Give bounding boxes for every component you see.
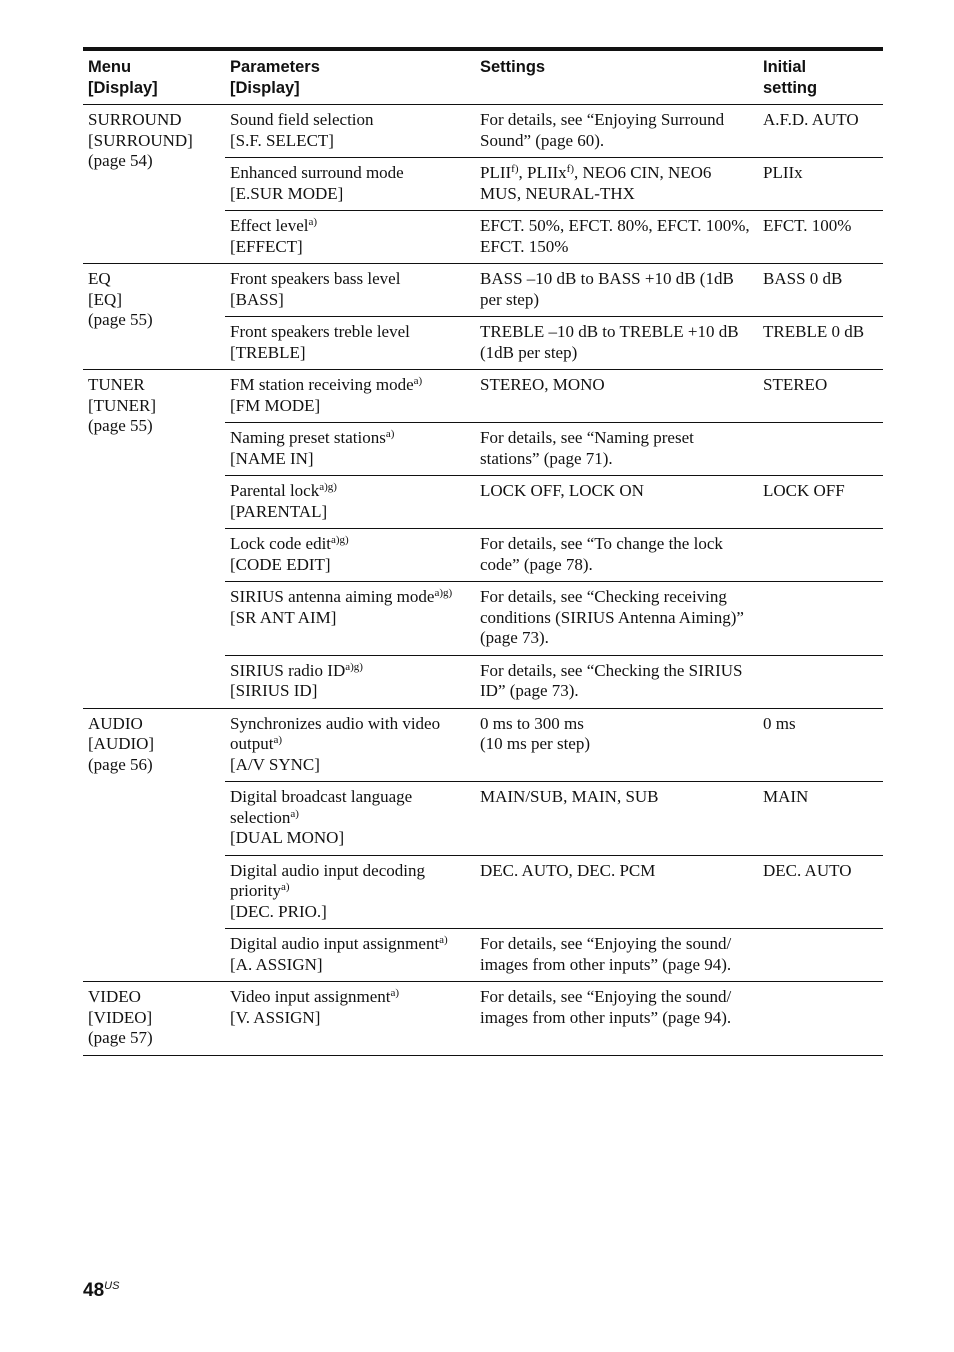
footnote-ref: a) (385, 428, 395, 440)
footnote-ref: a) (290, 807, 299, 820)
parameter-display: [A. ASSIGN] (230, 954, 323, 974)
parameter-cell (225, 264, 475, 317)
table-header-row (83, 49, 883, 105)
parameter-name (230, 661, 470, 682)
initial-setting-cell: TREBLE 0 dB (758, 317, 883, 370)
parameter-name (230, 428, 470, 449)
table-row (83, 708, 883, 782)
parameter-cell (225, 982, 475, 1056)
initial-setting-cell: BASS 0 dB (758, 264, 883, 317)
parameter-text: priority (230, 881, 281, 900)
parameter-cell (225, 105, 475, 158)
parameter-name (230, 587, 470, 608)
parameter-display: [V. ASSIGN] (230, 1007, 321, 1027)
footnote-ref: a)g) (319, 481, 337, 493)
settings-menu-table (83, 47, 883, 1056)
parameter-text: selection (230, 807, 291, 827)
parameter-display: [PARENTAL] (230, 501, 328, 521)
initial-setting-cell: STEREO (758, 370, 883, 423)
settings-cell (475, 158, 758, 211)
parameter-name (230, 987, 470, 1008)
parameter-cell (225, 708, 475, 782)
parameter-text: Naming preset stations (230, 428, 386, 447)
footnote-ref: a)g) (345, 660, 363, 673)
parameter-display: [E.SUR MODE] (230, 183, 344, 203)
initial-setting-cell: LOCK OFF (758, 476, 883, 529)
parameter-text: Digital audio input decoding (230, 860, 425, 880)
parameter-display: [S.F. SELECT] (230, 130, 334, 150)
parameter-name (230, 734, 470, 755)
initial-setting-cell (758, 982, 883, 1056)
initial-setting-cell: A.F.D. AUTO (758, 105, 883, 158)
parameter-display: [TREBLE] (230, 342, 306, 362)
parameter-name (230, 481, 470, 502)
header-menu: Menu [Display] (83, 49, 225, 105)
menu-cell: AUDIO [AUDIO] (page 56) (83, 708, 225, 982)
parameter-name (230, 110, 470, 131)
parameter-text: Digital audio input assignment (230, 934, 440, 953)
page-number (83, 1280, 119, 1302)
initial-setting-cell (758, 423, 883, 476)
parameter-display: [FM MODE] (230, 395, 321, 415)
parameter-text: output (230, 734, 274, 753)
initial-setting-cell (758, 529, 883, 582)
parameter-name (230, 216, 470, 237)
parameter-cell (225, 529, 475, 582)
menu-cell: SURROUND [SURROUND] (page 54) (83, 105, 225, 264)
parameter-cell (225, 317, 475, 370)
settings-cell: MAIN/SUB, MAIN, SUB (475, 782, 758, 856)
menu-cell: TUNER [TUNER] (page 55) (83, 370, 225, 709)
parameter-cell (225, 655, 475, 708)
settings-cell (475, 708, 758, 782)
settings-text: , NEO6 CIN, NEO6 MUS, NEURAL-THX (480, 163, 712, 203)
settings-cell: For details, see “Checking the SIRIUS ID” (page 73). (475, 655, 758, 708)
footnote-ref: a)g) (434, 587, 453, 599)
initial-setting-cell: 0 ms (758, 708, 883, 782)
parameter-name (230, 808, 470, 829)
parameter-cell (225, 158, 475, 211)
parameter-text: Lock code edit (230, 534, 332, 553)
initial-setting-cell: MAIN (758, 782, 883, 856)
menu-cell: VIDEO [VIDEO] (page 57) (83, 982, 225, 1056)
settings-cell: For details, see “Enjoying the sound/ images from other inputs” (page 94). (475, 929, 758, 982)
parameter-text: Parental lock (230, 481, 320, 500)
parameter-display: [DEC. PRIO.] (230, 901, 327, 921)
parameter-cell (225, 423, 475, 476)
parameter-cell (225, 370, 475, 423)
parameter-text: Front speakers treble level (230, 322, 410, 341)
settings-text: 0 ms to 300 ms (480, 713, 584, 733)
parameter-name (230, 375, 470, 396)
parameter-text: Video input assignment (230, 987, 391, 1006)
header-settings: Settings (475, 49, 758, 105)
parameter-cell (225, 582, 475, 656)
initial-setting-cell: EFCT. 100% (758, 211, 883, 264)
footnote-ref: f) (566, 163, 574, 175)
settings-cell: DEC. AUTO, DEC. PCM (475, 855, 758, 929)
table-row (83, 982, 883, 1056)
settings-cell: EFCT. 50%, EFCT. 80%, EFCT. 100%, EFCT. 150% (475, 211, 758, 264)
page-number-value: 48 (83, 1280, 105, 1301)
settings-cell: TREBLE –10 dB to TREBLE +10 dB (1dB per step) (475, 317, 758, 370)
parameter-display: [SIRIUS ID] (230, 681, 318, 700)
initial-setting-cell: DEC. AUTO (758, 855, 883, 929)
footnote-ref: a) (439, 934, 448, 946)
parameter-text: Enhanced surround mode (230, 163, 404, 182)
parameter-text: Front speakers bass level (230, 269, 401, 288)
parameter-name (230, 787, 470, 808)
parameter-name (230, 861, 470, 882)
parameter-text: Sound field selection (230, 110, 374, 129)
footnote-ref: a) (390, 987, 400, 999)
parameter-name (230, 163, 470, 184)
settings-cell: For details, see “Enjoying Surround Sound” (page 60). (475, 105, 758, 158)
parameter-name (230, 881, 470, 902)
parameter-text: Synchronizes audio with video (230, 713, 441, 733)
table-row (83, 370, 883, 423)
menu-cell: EQ [EQ] (page 55) (83, 264, 225, 370)
settings-cell: LOCK OFF, LOCK ON (475, 476, 758, 529)
header-parameters: Parameters [Display] (225, 49, 475, 105)
footnote-ref: a)g) (331, 534, 349, 546)
footnote-ref: a) (413, 375, 423, 387)
settings-text: , PLIIx (518, 163, 567, 182)
footnote-ref: a) (281, 881, 290, 893)
footnote-ref: f) (511, 163, 519, 175)
parameter-name (230, 934, 470, 955)
settings-text: PLII (480, 163, 512, 182)
parameter-text: Effect level (230, 216, 309, 235)
parameter-cell (225, 929, 475, 982)
parameter-display: [SR ANT AIM] (230, 607, 337, 627)
parameter-text: Digital broadcast language (230, 787, 413, 806)
parameter-name (230, 534, 470, 555)
parameter-display: [CODE EDIT] (230, 554, 331, 574)
parameter-cell (225, 211, 475, 264)
parameter-display: [EFFECT] (230, 236, 303, 256)
parameter-display: [BASS] (230, 289, 284, 309)
settings-cell: For details, see “To change the lock code” (page 78). (475, 529, 758, 582)
parameter-cell (225, 476, 475, 529)
parameter-display: [A/V SYNC] (230, 754, 320, 774)
initial-setting-cell (758, 582, 883, 656)
initial-setting-cell (758, 655, 883, 708)
parameter-name (230, 269, 470, 290)
parameter-display: [NAME IN] (230, 448, 314, 468)
settings-cell: STEREO, MONO (475, 370, 758, 423)
parameter-name (230, 714, 470, 735)
table-body (83, 105, 883, 1056)
parameter-cell (225, 782, 475, 856)
settings-cell: BASS –10 dB to BASS +10 dB (1dB per step) (475, 264, 758, 317)
footnote-ref: a) (308, 216, 318, 228)
parameter-text: FM station receiving mode (230, 375, 414, 394)
table-row (83, 105, 883, 158)
settings-cell: For details, see “Enjoying the sound/ images from other inputs” (page 94). (475, 982, 758, 1056)
parameter-name (230, 322, 470, 343)
settings-cell: For details, see “Checking receiving conditions (SIRIUS Antenna Aiming)” (page 73). (475, 582, 758, 656)
settings-cell: For details, see “Naming preset stations” (page 71). (475, 423, 758, 476)
parameter-text: SIRIUS radio ID (230, 660, 346, 680)
initial-setting-cell: PLIIx (758, 158, 883, 211)
parameter-display: [DUAL MONO] (230, 828, 345, 847)
footnote-ref: a) (273, 734, 282, 746)
page-number-suffix: US (104, 1280, 120, 1292)
parameter-cell (225, 855, 475, 929)
parameter-text: SIRIUS antenna aiming mode (230, 587, 435, 606)
table-row (83, 264, 883, 317)
settings-text: (10 ms per step) (480, 734, 591, 753)
initial-setting-cell (758, 929, 883, 982)
header-initial-setting: Initial setting (758, 49, 883, 105)
